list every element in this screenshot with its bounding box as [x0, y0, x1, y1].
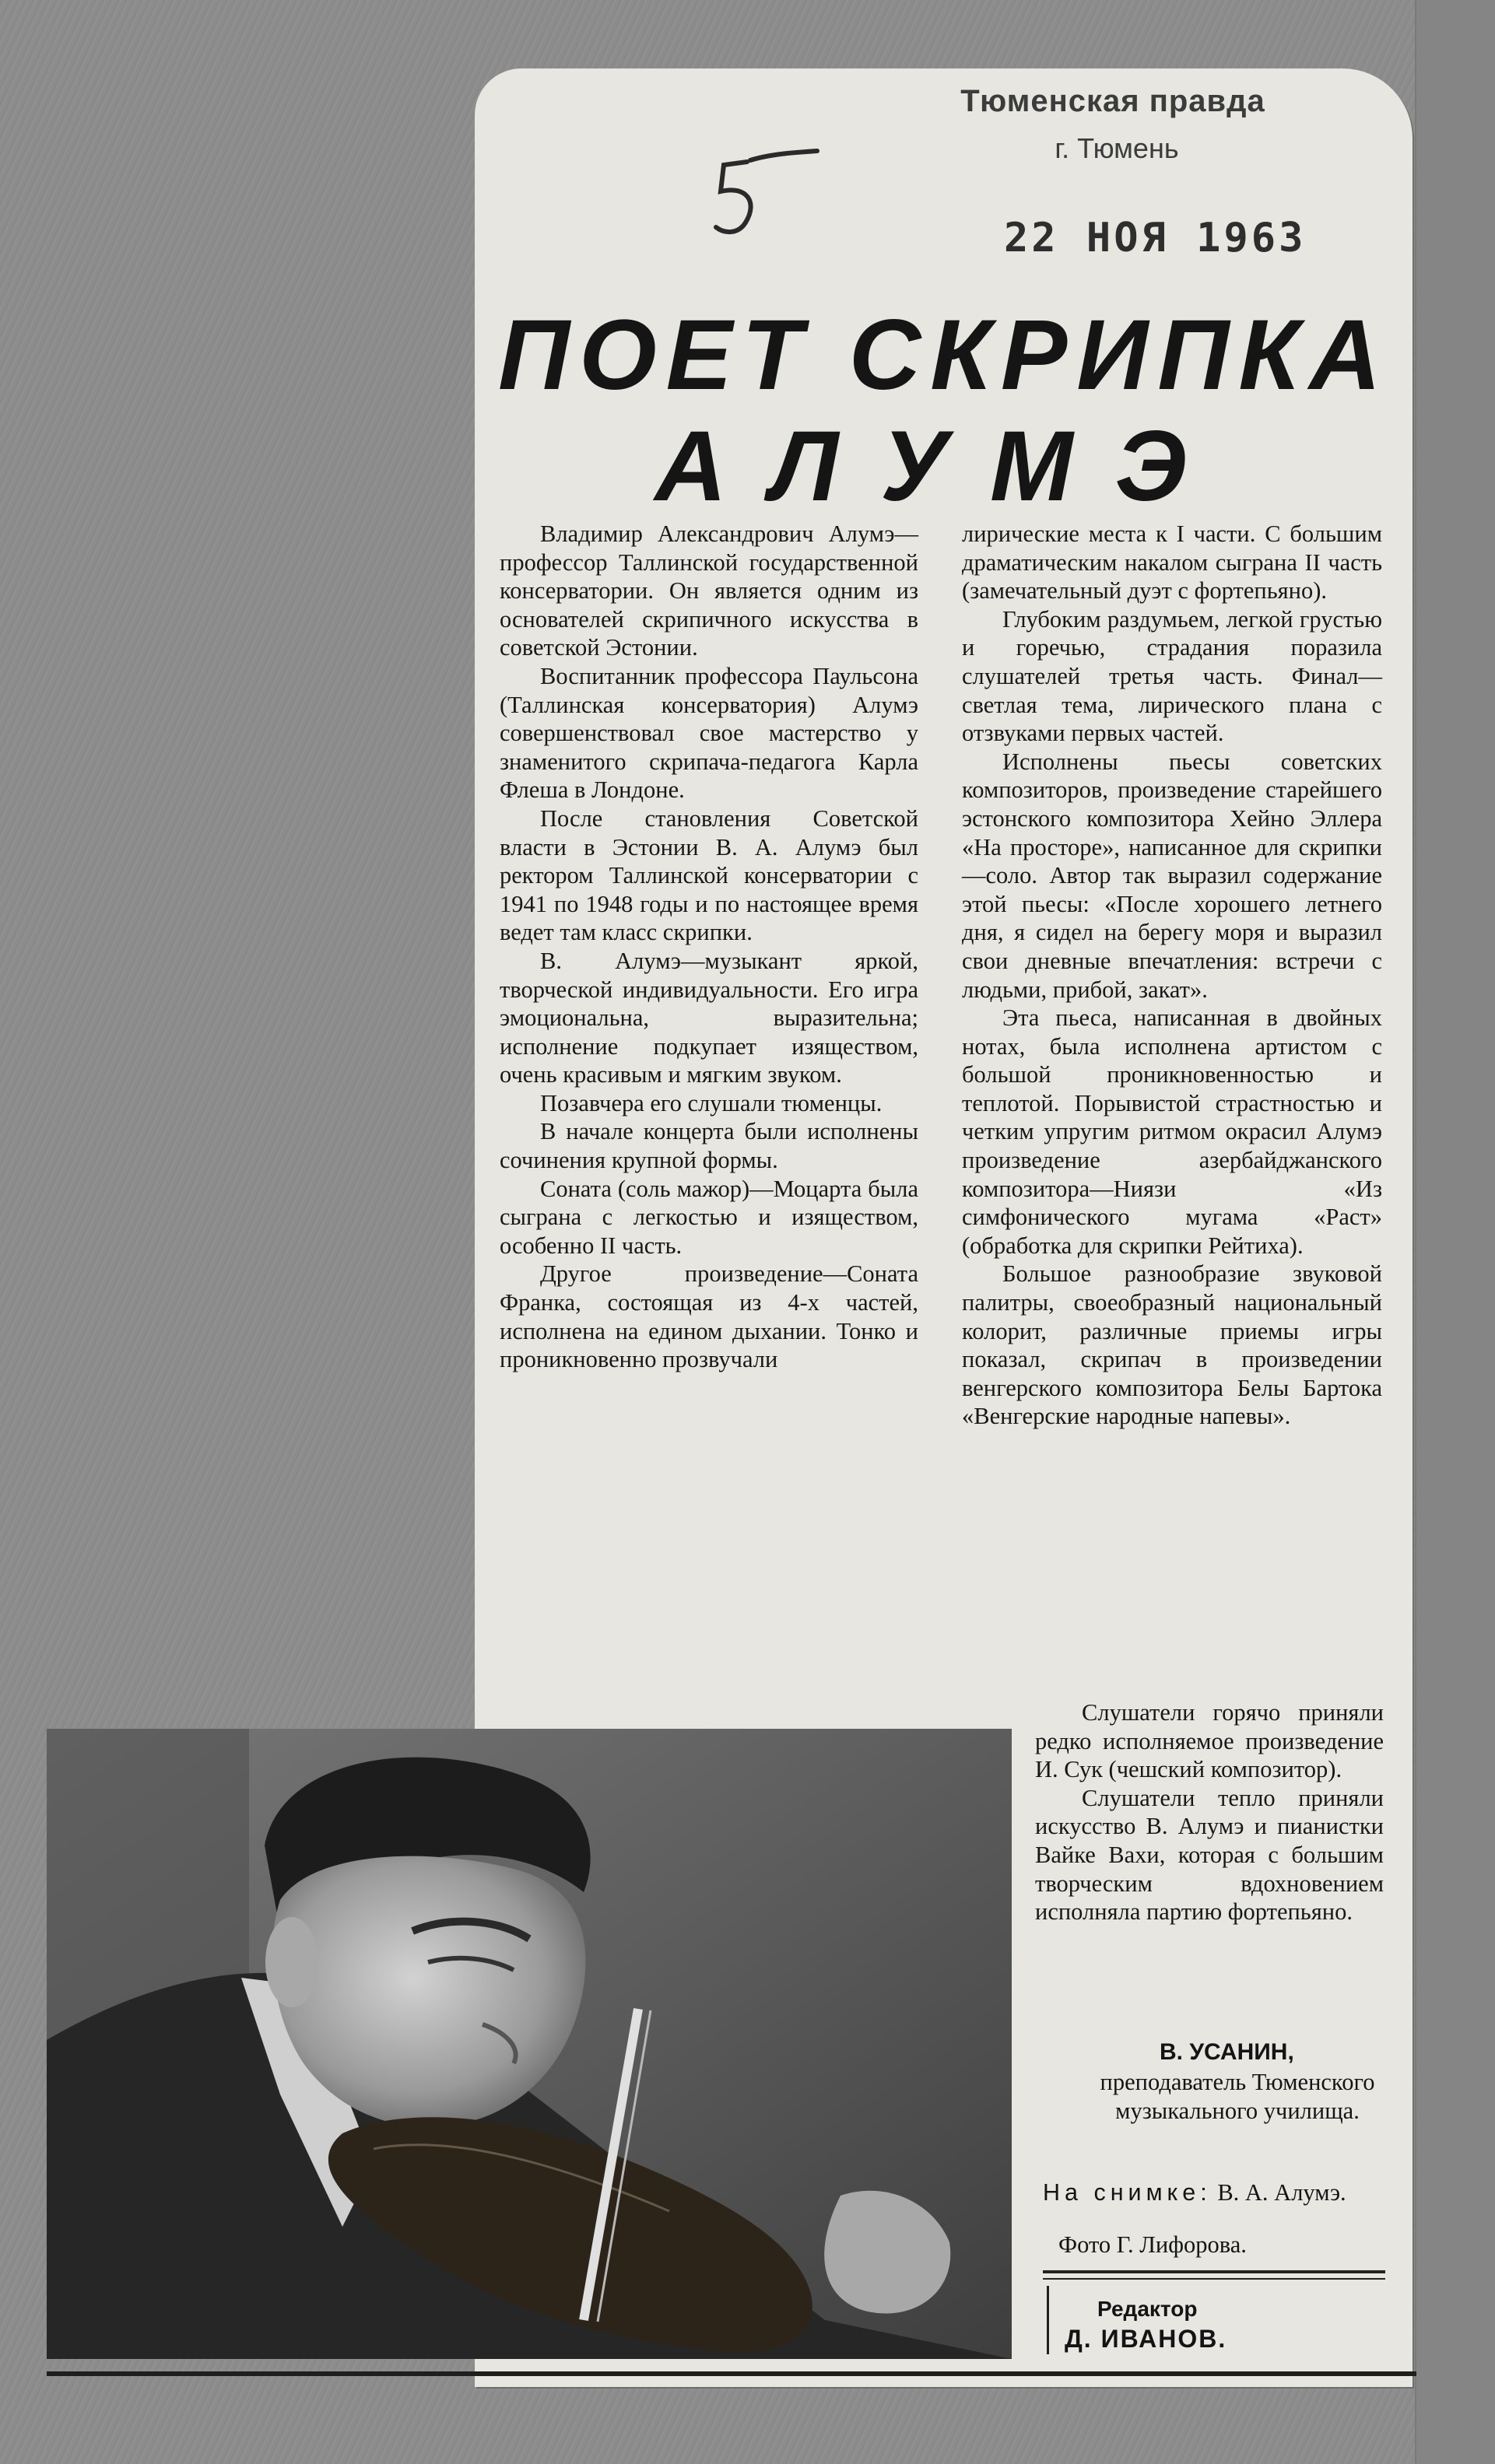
paragraph: Слушатели тепло приняли искусство В. Алумэ и пианистки Вайке Вахи, которая с большим творческим вдохновением исполняла партию фортепьяно.	[1035, 1784, 1384, 1926]
caption-text: В. А. Алумэ.	[1217, 2179, 1346, 2206]
stamp-date: 22 НОЯ 1963	[1004, 215, 1307, 261]
board-edge	[1415, 0, 1495, 2464]
caption-label: На снимке:	[1043, 2179, 1212, 2206]
article-column-3	[1035, 1698, 1384, 1926]
paragraph: В начале концерта были исполнены сочинения крупной формы.	[500, 1118, 918, 1174]
paragraph: После становления Советской власти в Эстонии В. А. Алумэ был ректором Таллинской консерватории с 1941 по 1948 годы и по настоящее время ведет там класс скрипки.	[500, 804, 918, 946]
violinist-illustration	[47, 1729, 1012, 2359]
paragraph: Исполнены пьесы советских композиторов, произведение старейшего эстонского композитора Хейно Эллера «На просторе», написанное для скрипки—соло. Автор так выразил содержание этой пьесы: «После хорошего летнего дня, я сидел на берегу моря и выразил свои дневные впечатления: встречи с людьми, прибой, закат».	[962, 748, 1382, 1003]
paragraph: Эта пьеса, написанная в двойных нотах, была исполнена артистом с большой проникновенностью и теплотой. Порывистой страстностью и четким упругим ритмом окрасил Алумэ произведение азербайджанского композитора—Ниязи «Из симфонического мугама «Раст» (обработка для скрипки Рейтиха).	[962, 1004, 1382, 1259]
paragraph: Воспитанник профессора Паульсона (Таллинская консерватория) Алумэ совершенствовал свое мастерство у знаменитого скрипача-педагога Карла Флеша в Лондоне.	[500, 662, 918, 804]
paragraph: В. Алумэ—музыкант яркой, творческой индивидуальности. Его игра эмоциональна, выразительна; исполнение подкупает изяществом, очень красивым и мягким звуком.	[500, 947, 918, 1088]
stamp-city: г. Тюмень	[1055, 132, 1179, 164]
article-column-2	[962, 520, 1382, 1431]
pencil-number-mark	[700, 146, 833, 255]
editor-label: Редактор	[1097, 2297, 1198, 2321]
editor-name: Д. ИВАНОВ.	[1065, 2325, 1227, 2353]
author-role: преподаватель Тюменского музыкального училища.	[1100, 2069, 1375, 2124]
headline-line-1: ПОЕТ СКРИПКА	[498, 300, 1391, 411]
newspaper-stamp: Тюменская правда	[960, 84, 1265, 118]
paragraph: Владимир Александрович Алумэ—профессор Таллинской государственной консерватории. Он является одним из основателей скрипичного искусства в советской Эстонии.	[500, 520, 918, 661]
article-column-1	[500, 520, 918, 1374]
editor-vertical-rule	[1047, 2286, 1049, 2354]
author-signature: В. УСАНИН,	[1160, 2039, 1294, 2065]
paragraph: лирические места к I части. С большим драматическим накалом сыграна II часть (замечательный дуэт с фортепьяно).	[962, 520, 1382, 605]
photo-credit: Фото Г. Лифорова.	[1058, 2231, 1247, 2258]
paragraph: Большое разнообразие звуковой палитры, своеобразный национальный колорит, различные приемы игры показал, скрипач в произведении венгерского композитора Белы Бартока «Венгерские народные напевы».	[962, 1260, 1382, 1430]
editor-divider	[1043, 2270, 1385, 2273]
paragraph: Соната (соль мажор)—Моцарта была сыграна с легкостью и изяществом, особенно II часть.	[500, 1175, 918, 1259]
paragraph: Глубоким раздумьем, легкой грустью и горечью, страдания поразила слушателей третья часть. Финал—светлая тема, лирического плана с отзвуками первых частей.	[962, 605, 1382, 747]
paragraph: Слушатели горячо приняли редко исполняемое произведение И. Сук (чешский композитор).	[1035, 1699, 1384, 1783]
editor-divider-thin	[1043, 2278, 1385, 2280]
paragraph: Позавчера его слушали тюменцы.	[540, 1089, 883, 1116]
paragraph: Другое произведение—Соната Франка, состоящая из 4-х частей, исполнена на едином дыхании. Тонко и проникновенно прозвучали	[500, 1260, 918, 1373]
headline-line-2: АЛУМЭ	[655, 411, 1229, 523]
photo-caption	[1043, 2178, 1401, 2207]
violinist-photo	[47, 1729, 1012, 2359]
page-bottom-rule	[47, 2371, 1416, 2376]
headline	[498, 300, 1391, 523]
